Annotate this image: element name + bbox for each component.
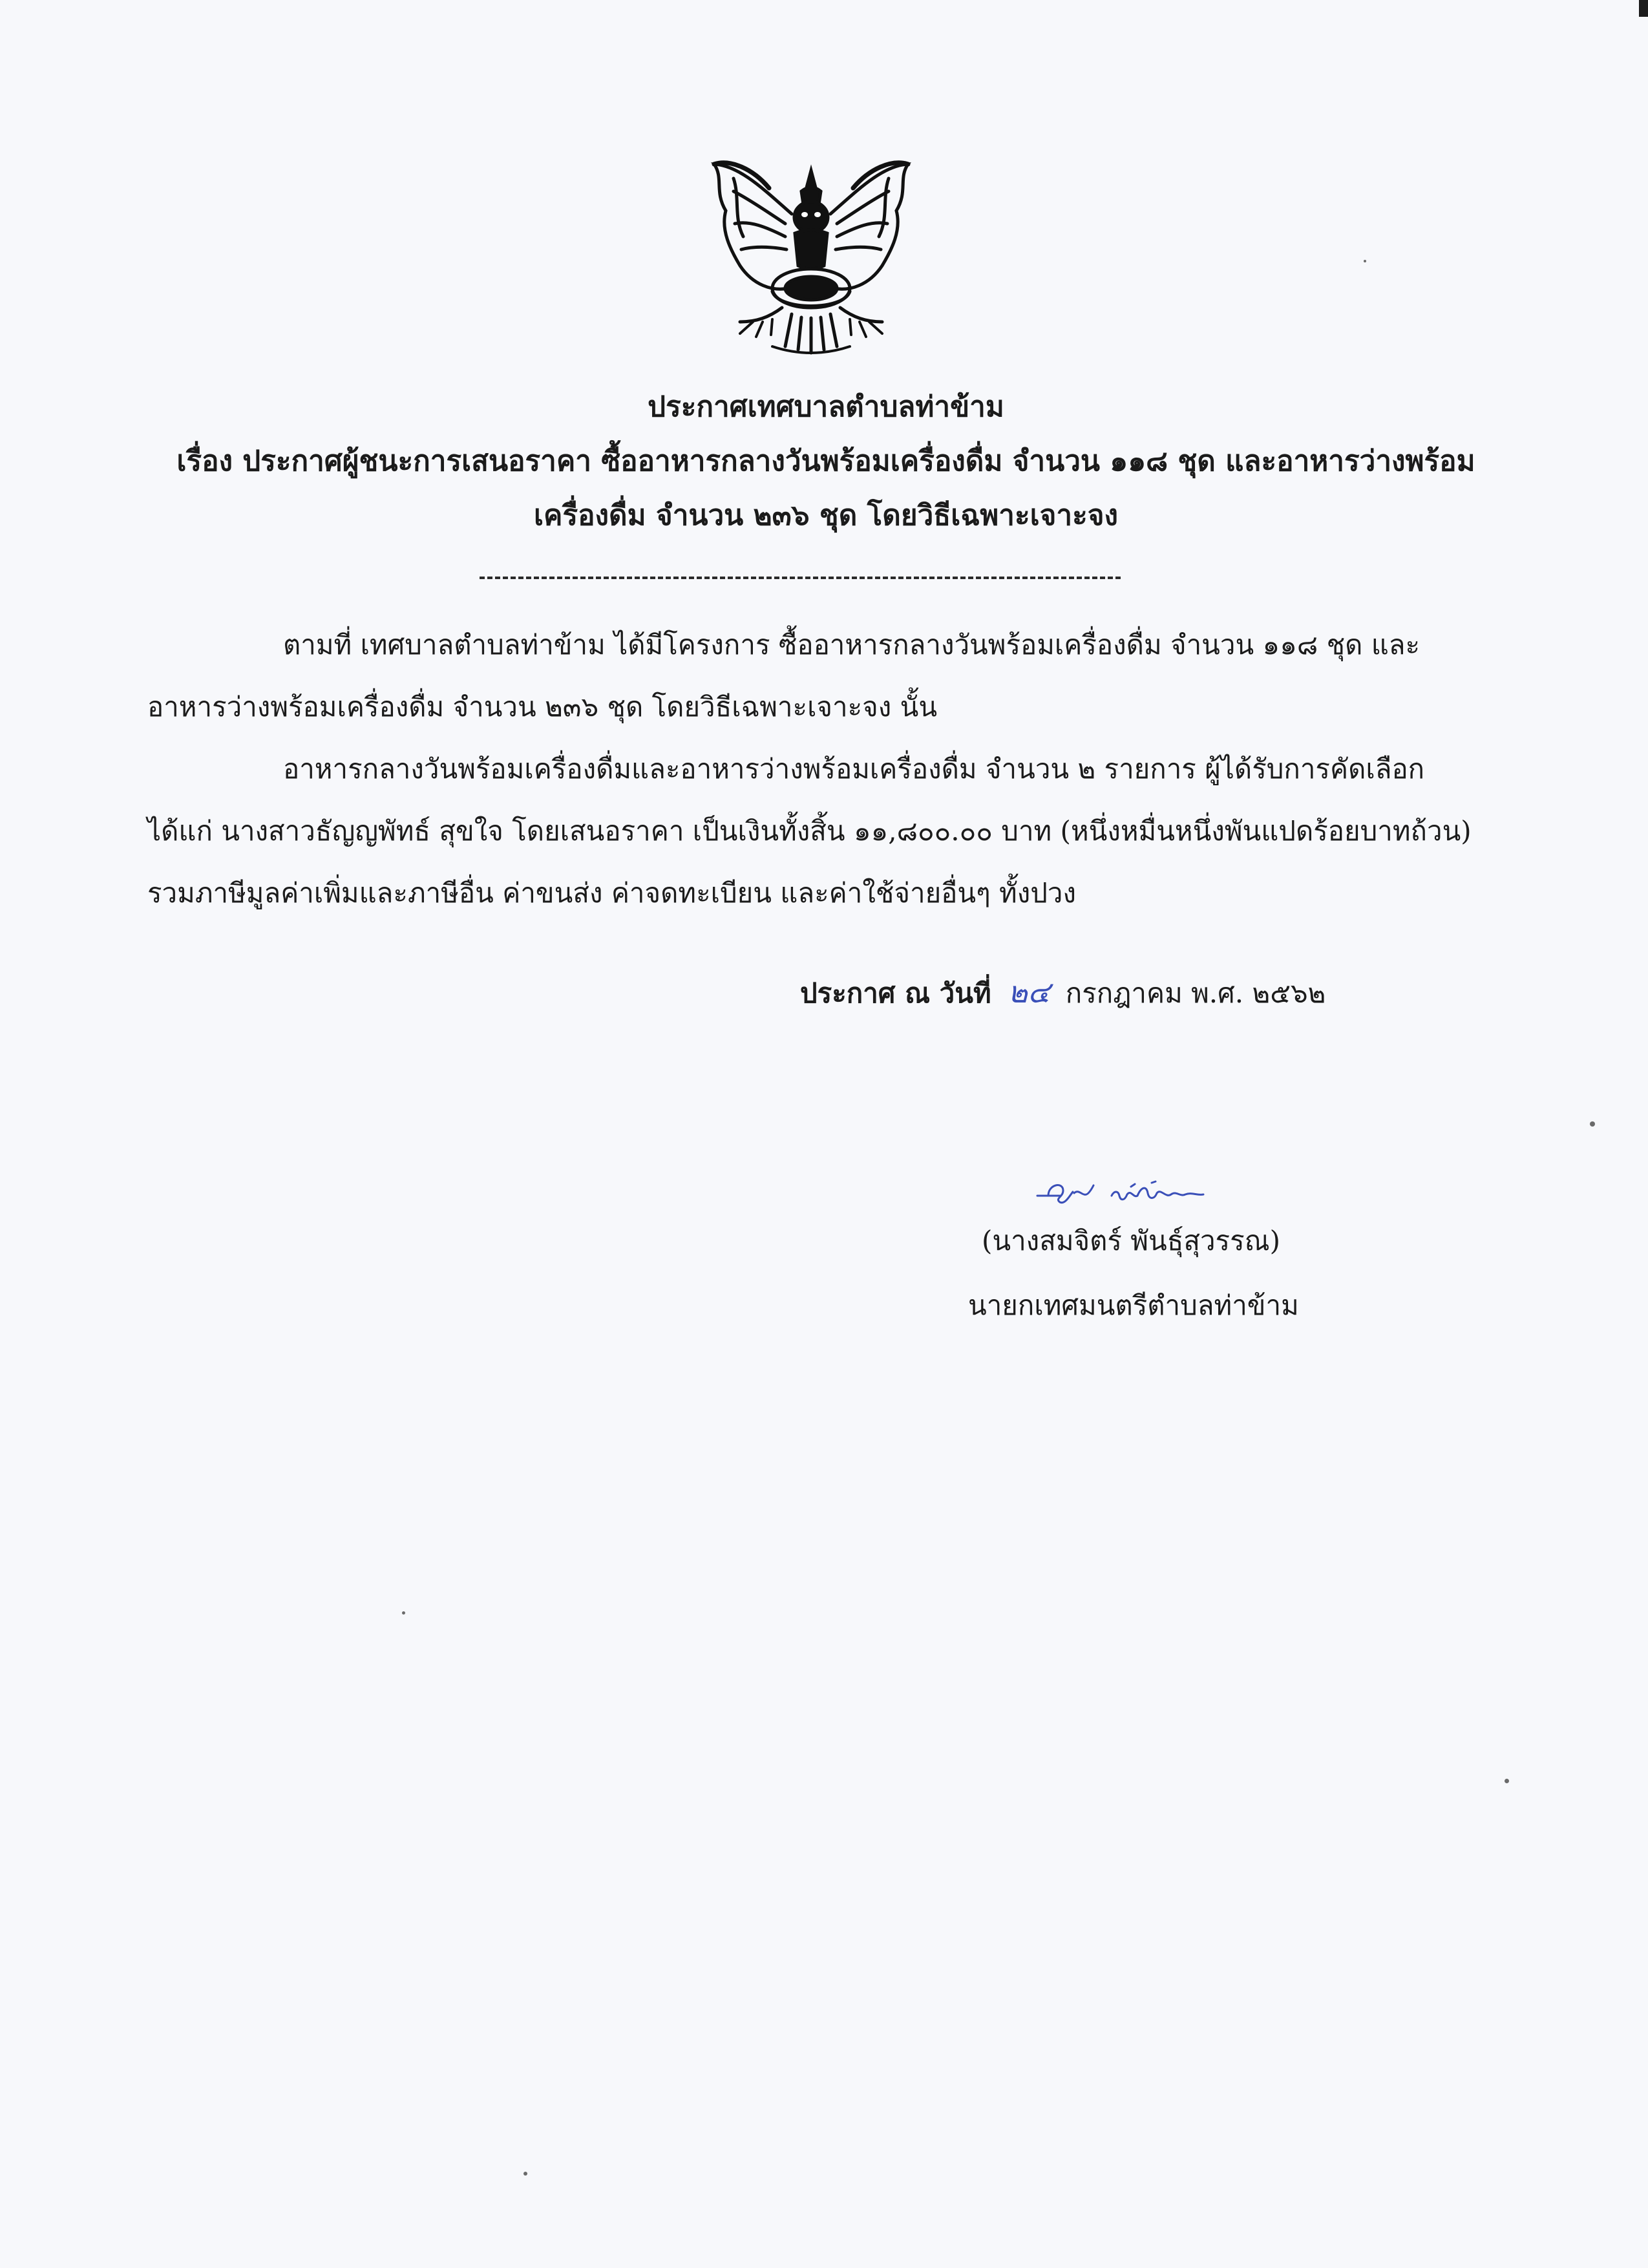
date-month-year: กรกฎาคม พ.ศ. ๒๕๖๒ (1065, 977, 1326, 1009)
paragraph-2-line-2: ได้แก่ นางสาวธัญญพัทธ์ สุขใจ โดยเสนอราคา เป็นเงินทั้งสิ้น ๑๑,๘๐๐.๐๐ บาท (หนึ่งหมื่นหนึ่งพันแปดร้อยบาทถ้วน) (147, 815, 1472, 847)
paragraph-2-line-1: อาหารกลางวันพร้อมเครื่องดื่มและอาหารว่างพร้อมเครื่องดื่ม จำนวน ๒ รายการ ผู้ได้รับการคัดเลือก (283, 753, 1425, 785)
scan-speck (1505, 1779, 1509, 1783)
date-day-handwritten: ๒๔ (1008, 975, 1050, 1010)
signer-name: (นางสมจิตร์ พันธุ์สุวรรณ) (982, 1225, 1281, 1256)
announcement-date (800, 966, 1326, 1019)
handwritten-signature (1034, 1176, 1228, 1215)
scan-speck (402, 1611, 405, 1615)
signer-title: นายกเทศมนตรีตำบลท่าข้าม (968, 1289, 1299, 1321)
body-text (147, 614, 1479, 924)
subject-line-2: เครื่องดื่ม จำนวน ๒๓๖ ชุด โดยวิธีเฉพาะเจาะจง (534, 499, 1118, 532)
paragraph-1-line-2: อาหารว่างพร้อมเครื่องดื่ม จำนวน ๒๓๖ ชุด โดยวิธีเฉพาะเจาะจง นั้น (147, 691, 938, 723)
paragraph-1-line-1: ตามที่ เทศบาลตำบลท่าข้าม ได้มีโครงการ ซื้ออาหารกลางวันพร้อมเครื่องดื่ม จำนวน ๑๑๘ ชุด และ (283, 629, 1421, 661)
announcement-heading: ประกาศเทศบาลตำบลท่าข้าม (648, 390, 1004, 423)
title-block (103, 380, 1548, 543)
dashed-divider (480, 577, 1121, 579)
subject-line-1: เรื่อง ประกาศผู้ชนะการเสนอราคา ซื้ออาหารกลางวันพร้อมเครื่องดื่ม จำนวน ๑๑๘ ชุด และอาหารว่างพร้อม (176, 445, 1475, 478)
garuda-emblem-icon (695, 153, 927, 366)
scan-speck (1364, 260, 1366, 262)
date-prefix: ประกาศ ณ วันที่ (800, 977, 991, 1009)
scan-speck (1590, 1121, 1595, 1127)
scan-speck (523, 2172, 527, 2176)
scan-edge-mark (1639, 0, 1648, 17)
paragraph-2-line-3: รวมภาษีมูลค่าเพิ่มและภาษีอื่น ค่าขนส่ง ค่าจดทะเบียน และค่าใช้จ่ายอื่นๆ ทั้งปวง (147, 877, 1076, 909)
